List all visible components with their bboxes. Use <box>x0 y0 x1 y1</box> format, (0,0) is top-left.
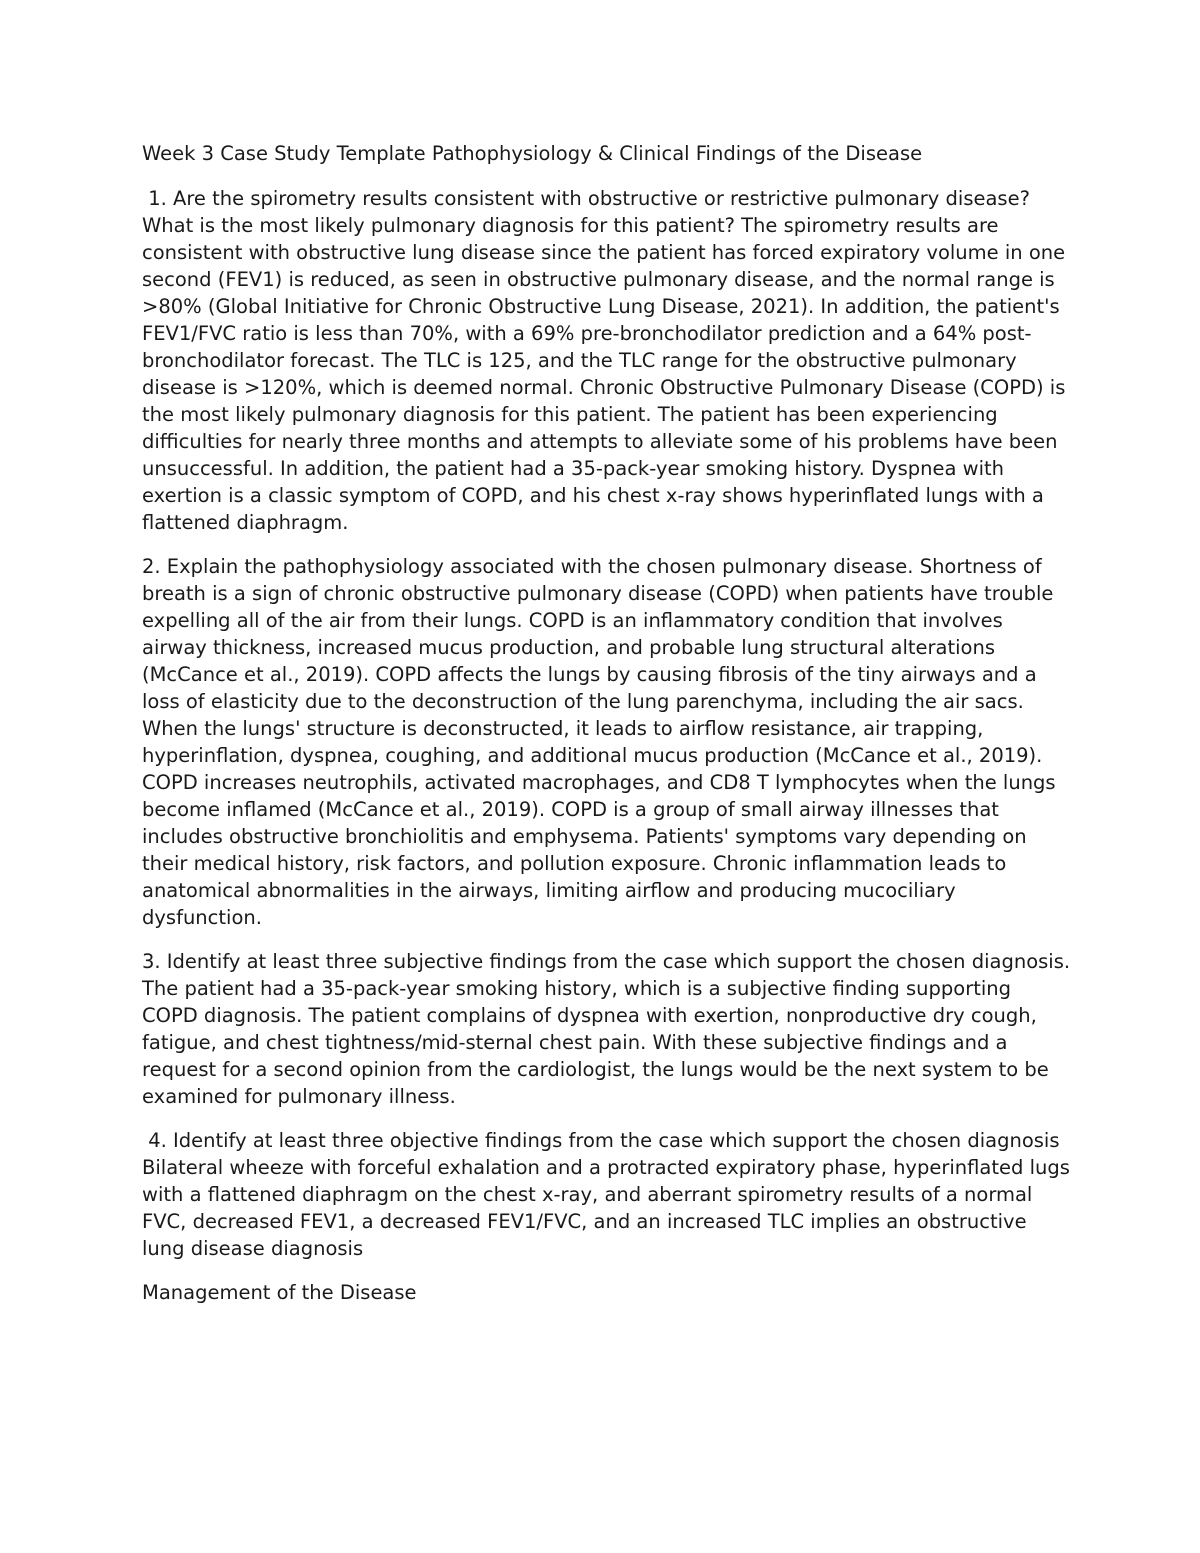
section-heading-management: Management of the Disease <box>142 1281 417 1304</box>
paragraph-question-2: 2. Explain the pathophysiology associated with the chosen pulmonary disease. Shortness of breath is a sign of chronic obstructive pulmonary disease (COPD) when patients have trouble expelling all of the air from their lungs. COPD is an inflammatory condition that involves airway thickness, increased mucus production, and probable lung structural alterations (McCance et al., 2019). COPD affects the lungs by causing fibrosis of the tiny airways and a loss of elasticity due to the deconstruction of the lung parenchyma, including the air sacs. When the lungs' structure is deconstructed, it leads to airflow resistance, air trapping, hyperinflation, dyspnea, coughing, and additional mucus production (McCance et al., 2019). COPD increases neutrophils, activated macrophages, and CD8 T lymphocytes when the lungs become inflamed (McCance et al., 2019). COPD is a group of small airway illnesses that includes obstructive bronchiolitis and emphysema. Patients' symptoms vary depending on their medical history, risk factors, and pollution exposure. Chronic inflammation leads to anatomical abnormalities in the airways, limiting airflow and producing mucociliary dysfunction. <box>142 555 1056 929</box>
paragraph-question-4: 4. Identify at least three objective findings from the case which support the chosen diagnosis Bilateral wheeze with forceful exhalation and a protracted expiratory phase, hyperinflated lugs with a flattened diaphragm on the chest x-ray, and aberrant spirometry results of a normal FVC, decreased FEV1, a decreased FEV1/FVC, and an increased TLC implies an obstructive lung disease diagnosis <box>142 1129 1077 1260</box>
document-title: Week 3 Case Study Template Pathophysiology & Clinical Findings of the Disease <box>142 142 923 165</box>
document-body <box>142 140 1077 1323</box>
paragraph-question-3: 3. Identify at least three subjective findings from the case which support the chosen diagnosis. The patient had a 35-pack-year smoking history, which is a subjective finding supporting COPD diagnosis. The patient complains of dyspnea with exertion, nonproductive dry cough, fatigue, and chest tightness/mid-sternal chest pain. With these subjective findings and a request for a second opinion from the cardiologist, the lungs would be the next system to be examined for pulmonary illness. <box>142 950 1071 1108</box>
paragraph-question-1: 1. Are the spirometry results consistent with obstructive or restrictive pulmonary disease? What is the most likely pulmonary diagnosis for this patient? The spirometry results are consistent with obstructive lung disease since the patient has forced expiratory volume in one second (FEV1) is reduced, as seen in obstructive pulmonary disease, and the normal range is >80% (Global Initiative for Chronic Obstructive Lung Disease, 2021). In addition, the patient's FEV1/FVC ratio is less than 70%, with a 69% pre-bronchodilator prediction and a 64% post-bronchodilator forecast. The TLC is 125, and the TLC range for the obstructive pulmonary disease is >120%, which is deemed normal. Chronic Obstructive Pulmonary Disease (COPD) is the most likely pulmonary diagnosis for this patient. The patient has been experiencing difficulties for nearly three months and attempts to alleviate some of his problems have been unsuccessful. In addition, the patient had a 35-pack-year smoking history. Dyspnea with exertion is a classic symptom of COPD, and his chest x-ray shows hyperinflated lungs with a flattened diaphragm. <box>142 187 1072 534</box>
